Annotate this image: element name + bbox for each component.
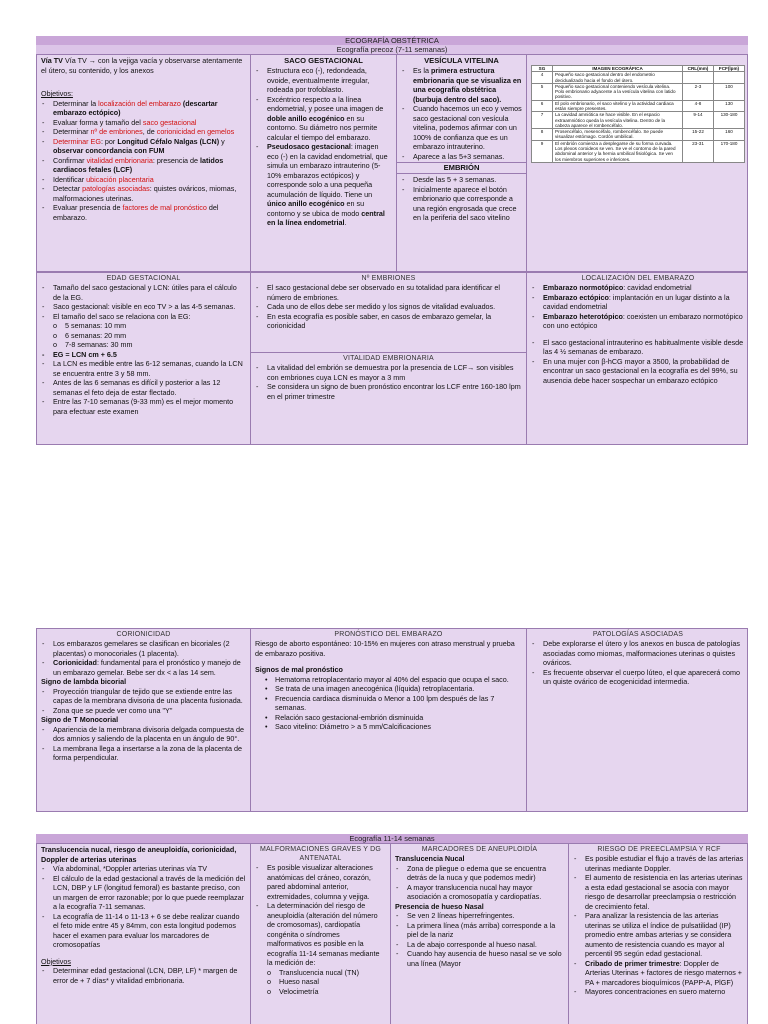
list-item: - La de abajo corresponde al hueso nasal.: [395, 940, 564, 950]
list-item: - Los embarazos gemelares se clasifican en bicoriales (2 placentas) o monocoriales (1 placenta).: [41, 639, 246, 658]
list-item: - El tamaño del saco se relaciona con la EG:: [41, 312, 246, 322]
list-item: - Determinar edad gestacional (LCN, DBP, LF) * margen de error de + 7 días* y vitalidad embrionaria.: [41, 966, 246, 985]
table-header: IMAGEN ECOGRÁFICA: [553, 66, 683, 72]
list-item: - Confirmar vitalidad embrionaria: presencia de latidos cardiacos fetales (LCF): [41, 156, 246, 175]
list-item: - Cribado de primer trimestre: Doppler de Arterias Uterinas + factores de riesgo maternos + PA + marcadores bioquímicos (PAPP-A, PlGF): [573, 959, 745, 988]
list-item: • Hematoma retroplacentario mayor al 40% del espacio que ocupa el saco.: [255, 675, 522, 685]
embryo-heading: EMBRIÓN: [397, 162, 526, 174]
list-item: - El aumento de resistencia en las arterias uterinas a esta edad gestacional se asocia con mayor riesgo de desarrollar preeclampsia o restricción de crecimiento fetal.: [573, 873, 745, 911]
list-item: - Embarazo ectópico: implantación en un lugar distinto a la cavidad endometrial: [531, 293, 745, 312]
list-item: o Hueso nasal: [255, 977, 386, 987]
objectives-heading: Objetivos:: [41, 89, 73, 98]
list-item: - El cálculo de la edad gestacional a través de la medición del LCN, DBP y LF (longitud femoral) es bastante preciso, con un margen de error razonable; por lo que puede reemplazar a la ecografía 7-11 semanas.: [41, 874, 246, 912]
list-item: - Determinar la localización del embarazo (descartar embarazo ectópico): [41, 99, 246, 118]
list-item: o 5 semanas: 10 mm: [41, 321, 246, 331]
t-sign-heading: Signo de T Monocorial: [41, 715, 119, 725]
list-item: - Es posible estudiar el flujo a través de las arterias uterinas mediante Doppler.: [573, 854, 745, 873]
list-item: - El saco gestacional intrauterino es habitualmente visible desde las 4 ½ semanas de embarazo.: [531, 338, 745, 357]
list-item: - Cuando hacemos un eco y vemos saco gestacional con vesícula vitelina, podemos afirmar con un 100% de confianza que es un embarazo intrauterino.: [401, 104, 522, 152]
pathologies-column: [527, 629, 749, 811]
list-item: - Excéntrico respecto a la línea endometrial, y posee una imagen de doble anillo ecogénico en su contorno. Su diámetro nos permite calcular el tiempo del embarazo.: [255, 95, 392, 143]
table-row: 5 Pequeño saco gestacional conteniendo vesícula vitelina. Polo embrionario adyacente a la vesícula vitelina con latido positivo. 2-3 100: [532, 83, 745, 100]
section-title-11-14: Ecografía 11-14 semanas: [36, 834, 748, 843]
list-item: - Debe explorarse el útero y los anexos en busca de patologías asociadas como miomas, malformaciones uterinas o quistes ováricos.: [531, 639, 745, 668]
list-item: - Inicialmente aparece el botón embrionario que corresponde a una región engrosada que crece en la periferia del saco vitelino: [401, 185, 522, 223]
list-item: - Identificar ubicación placentaria: [41, 175, 246, 185]
list-item: • Frecuencia cardiaca disminuida o Menor a 100 lpm después de las 7 semanas.: [255, 694, 522, 713]
list-item: • Se trata de una imagen anecogénica (líquida) retroplacentaria.: [255, 684, 522, 694]
first-trimester-panel: [36, 843, 748, 1024]
list-item: - La ecografía de 11-14 o 11-13 + 6 se debe realizar cuando el feto mide entre 45 y 84mm, con esta longitud podemos hacer el examen para evaluar los marcadores de cromosopatías: [41, 912, 246, 950]
yolk-sac-heading: VESÍCULA VITELINA: [424, 56, 499, 65]
list-item: - Es la primera estructura embrionaria que se visualiza en una ecografía obstétrica (burbuja dentro del saco).: [401, 66, 522, 104]
list-item: - Zona de pliegue o edema que se encuentra detrás de la nuca y que podemos medir): [395, 864, 564, 883]
yolk-sac-column: [397, 55, 527, 271]
table-header: SG: [532, 66, 553, 72]
list-item: - Desde las 5 + 3 semanas.: [401, 175, 522, 185]
list-item: - Es frecuente observar el cuerpo lúteo, el que aparecerá como un quiste ovárico de ecogenicidad intermedia.: [531, 668, 745, 687]
list-item: - Proyección triangular de tejido que se extiende entre las capas de la membrana divisoria de una placenta fusionada.: [41, 687, 246, 706]
list-item: - El saco gestacional debe ser observado en su totalidad para identificar el número de embriones.: [255, 283, 522, 302]
gestational-sac-heading: SACO GESTACIONAL: [284, 56, 363, 65]
gestational-age-panel: [36, 272, 748, 445]
bad-prognosis-heading: Signos de mal pronóstico: [255, 665, 343, 675]
list-item: - Detectar patologías asociadas: quistes ováricos, miomas, malformaciones uterinas.: [41, 184, 246, 203]
lambda-sign-heading: Signo de lambda bicorial: [41, 677, 127, 687]
list-item: - En una mujer con β-hCG mayor a 3500, la probabilidad de encontrar un saco gestacional en la ecografía es del 99%, su ausencia debe hacer sospechar un embarazo ectópico: [531, 357, 745, 386]
table-row: 6 El polo embrionario, el saco vitelino y la actividad cardiaca están siempre presentes. 4-8 130: [532, 100, 745, 112]
gestational-age-heading: EDAD GESTACIONAL: [106, 275, 181, 282]
embryos-vitality-column: [251, 273, 527, 444]
objectives-heading: Objetivos: [41, 956, 71, 966]
list-item: - Entre las 7-10 semanas (9-33 mm) es el mejor momento para efectuar este examen: [41, 397, 246, 416]
list-item: - Cada uno de ellos debe ser medido y los signos de vitalidad evaluados.: [255, 302, 522, 312]
list-item: - Apariencia de la membrana divisoria delgada compuesta de dos amnios y saliendo de la placenta en un ángulo de 90°.: [41, 725, 246, 744]
malformations-heading: MALFORMACIONES GRAVES Y DG ANTENATAL: [259, 846, 382, 863]
list-item: - La primera línea (más arriba) corresponde a la piel de la nariz: [395, 921, 564, 940]
list-item: - Pseudosaco gestacional: imagen eco (-) en la cavidad endometrial, que simula un embarazo intrauterino (5-10% embarazos ectópicos) y corresponde solo a una pequeña acumulación de líquido. Tiene un único anillo ecogénico en su contorno y se ubica de modo central en la línea endometrial.: [255, 142, 392, 228]
list-item: - Antes de las 6 semanas es difícil y posterior a las 12 semanas el feto deja de estar flectado.: [41, 378, 246, 397]
list-item: o Velocimetría: [255, 987, 386, 997]
vitality-heading: VITALIDAD EMBRIONARIA: [343, 355, 434, 362]
list-item: - EG = LCN cm + 6.5: [41, 350, 246, 360]
ultrasound-findings-table: [531, 65, 745, 163]
list-item: - Determinar EG: por Longitud Céfalo Nalgas (LCN) y observar concordancia con FUM: [41, 137, 246, 156]
list-item: o 6 semanas: 20 mm: [41, 331, 246, 341]
early-ultrasound-panel: [36, 54, 748, 272]
list-item: - La determinación del riesgo de aneuploidía (alteración del número de cromosomas), cardiopatía congénita o síndromes malformativos es posible en la ecografía 11-14 semanas mediante la medición de:: [255, 901, 386, 968]
prognosis-heading: PRONÓSTICO DEL EMBARAZO: [334, 631, 443, 638]
list-item: - Zona que se puede ver como una "Y": [41, 706, 246, 716]
section-title: ECOGRAFÍA OBSTÉTRICA: [36, 36, 748, 45]
list-item: - Se considera un signo de buen pronóstico encontrar los LCF entre 160-180 lpm en el primer trimestre: [255, 382, 522, 401]
list-item: - Saco gestacional: visible en eco TV > a las 4-5 semanas.: [41, 302, 246, 312]
objectives-column: [37, 55, 251, 271]
gestational-sac-column: [251, 55, 397, 271]
pathologies-heading: PATOLOGÍAS ASOCIADAS: [592, 631, 684, 638]
list-item: • Saco vitelino: Diámetro > a 5 mm/Calcificaciones: [255, 722, 522, 732]
list-item: - Se ven 2 líneas hiperrefringentes.: [395, 911, 564, 921]
aneuploidy-column: [391, 844, 569, 1024]
nuchal-heading: Translucencia nucal, riesgo de aneuploidía, corionicidad, Doppler de arterias uterinas: [41, 845, 237, 864]
nasal-bone-heading: Presencia de hueso Nasal: [395, 901, 484, 911]
section-subtitle: Ecografía precoz (7-11 semanas): [36, 45, 748, 54]
nuchal-column: [37, 844, 251, 1024]
chorionicity-panel: [36, 628, 748, 812]
list-item: - La vitalidad del embrión se demuestra por la presencia de LCF→ son visibles con embriones cuya LCN es mayor a 3 mm: [255, 363, 522, 382]
localization-heading: LOCALIZACIÓN DEL EMBARAZO: [581, 275, 695, 282]
list-item: - Embarazo normotópico: cavidad endometrial: [531, 283, 745, 293]
nuchal-translucency-heading: Translucencia Nucal: [395, 854, 465, 864]
chorionicity-heading: CORIONICIDAD: [116, 631, 171, 638]
list-item: - La membrana llega a insertarse a la zona de la placenta de forma perpendicular.: [41, 744, 246, 763]
table-header: FCF(lpm): [714, 66, 745, 72]
list-item: - Estructura eco (-), redondeada, ovoide, eventualmente irregular, rodeada por trofoblasto.: [255, 66, 392, 95]
gestational-age-column: [37, 273, 251, 444]
list-item: - Cuando hay ausencia de hueso nasal se ve solo una línea (Mayor: [395, 949, 564, 968]
via-text: Vía TV Vía TV → con la vejiga vacía y observarse atentamente el útero, su contenido, y los anexos: [41, 56, 243, 75]
table-row: 7 La cavidad amniótica se hace visible. En el espacio extraamniótico queda la vesícula vitelina. Dentro de la cabeza aparece el rombencéfalo. 9-14 130-180: [532, 112, 745, 129]
list-item: - La LCN es medible entre las 6-12 semanas, cuando la LCN se encuentra entre 3 y 58 mm.: [41, 359, 246, 378]
list-item: o Translucencia nucal (TN): [255, 968, 386, 978]
list-item: - Vía abdominal, *Doppler arterias uterinas vía TV: [41, 864, 246, 874]
list-item: - En esta ecografía es posible saber, en casos de embarazo gemelar, la corionicidad: [255, 312, 522, 331]
list-item: - Evaluar forma y tamaño del saco gestacional: [41, 118, 246, 128]
list-item: - Corionicidad: fundamental para el pronóstico y manejo de un embarazo gemelar. Bebe ser dx < a las 14 sem.: [41, 658, 246, 677]
list-item: - Para analizar la resistencia de las arterias uterinas se utiliza el índice de pulsatilidad (IP) promedio entre ambas arterias y se considera aumento de resistencia cuando es mayor al percentil 95 según edad gestacional.: [573, 911, 745, 959]
list-item: - Aparece a las 5+3 semanas.: [401, 152, 522, 162]
preeclampsia-heading: RIESGO DE PREECLAMPSIA Y RCF: [597, 846, 721, 853]
malformations-column: [251, 844, 391, 1024]
prognosis-text: Riesgo de aborto espontáneo: 10-15% en mujeres con atraso menstrual y prueba de embarazo positiva.: [255, 639, 515, 658]
list-item: - Embarazo heterotópico: coexisten un embarazo normotópico con uno ectópico: [531, 312, 745, 331]
chorionicity-column: [37, 629, 251, 811]
preeclampsia-column: [569, 844, 749, 1024]
aneuploidy-heading: MARCADORES DE ANEUPLOIDÍA: [421, 846, 538, 853]
localization-column: [527, 273, 749, 444]
list-item: - Tamaño del saco gestacional y LCN: útiles para el cálculo de la EG.: [41, 283, 246, 302]
table-row: 8 Prosencéfalo, mesencéfalo, rombencéfalo. Se puede visualizar estómago. Cordón umbilical. 15-22 160: [532, 129, 745, 141]
table-row: 4 Pequeño saco gestacional dentro del endometrio decidualizado hacia el fondo del útero.: [532, 72, 745, 84]
list-item: - Es posible visualizar alteraciones anatómicas del cráneo, corazón, pared abdominal anterior, extremidades, columna y vejiga.: [255, 863, 386, 901]
list-item: - Determinar nº de embriones, de corionicidad en gemelos: [41, 127, 246, 137]
list-item: • Relación saco gestacional-embrión disminuida: [255, 713, 522, 723]
embryo-count-heading: Nº EMBRIONES: [361, 275, 416, 282]
list-item: o 7-8 semanas: 30 mm: [41, 340, 246, 350]
prognosis-column: [251, 629, 527, 811]
list-item: - A mayor translucencia nucal hay mayor asociación a cromosopatía y cardiopatías.: [395, 883, 564, 902]
ultrasound-table-column: [527, 55, 749, 271]
list-item: - Evaluar presencia de factores de mal pronóstico del embarazo.: [41, 203, 246, 222]
table-row: 9 El embrión comienza a desplegarse de su forma curvada. Los plexos coroideos se ven. Se ve el contorno de la pared abdominal anterior y la hernia umbilical fisiológica. Se ven los miembros superiores e inferiores. 23-31 170-180: [532, 140, 745, 162]
table-header: CRL(mm): [683, 66, 714, 72]
list-item: - Mayores concentraciones en suero materno: [573, 987, 745, 997]
